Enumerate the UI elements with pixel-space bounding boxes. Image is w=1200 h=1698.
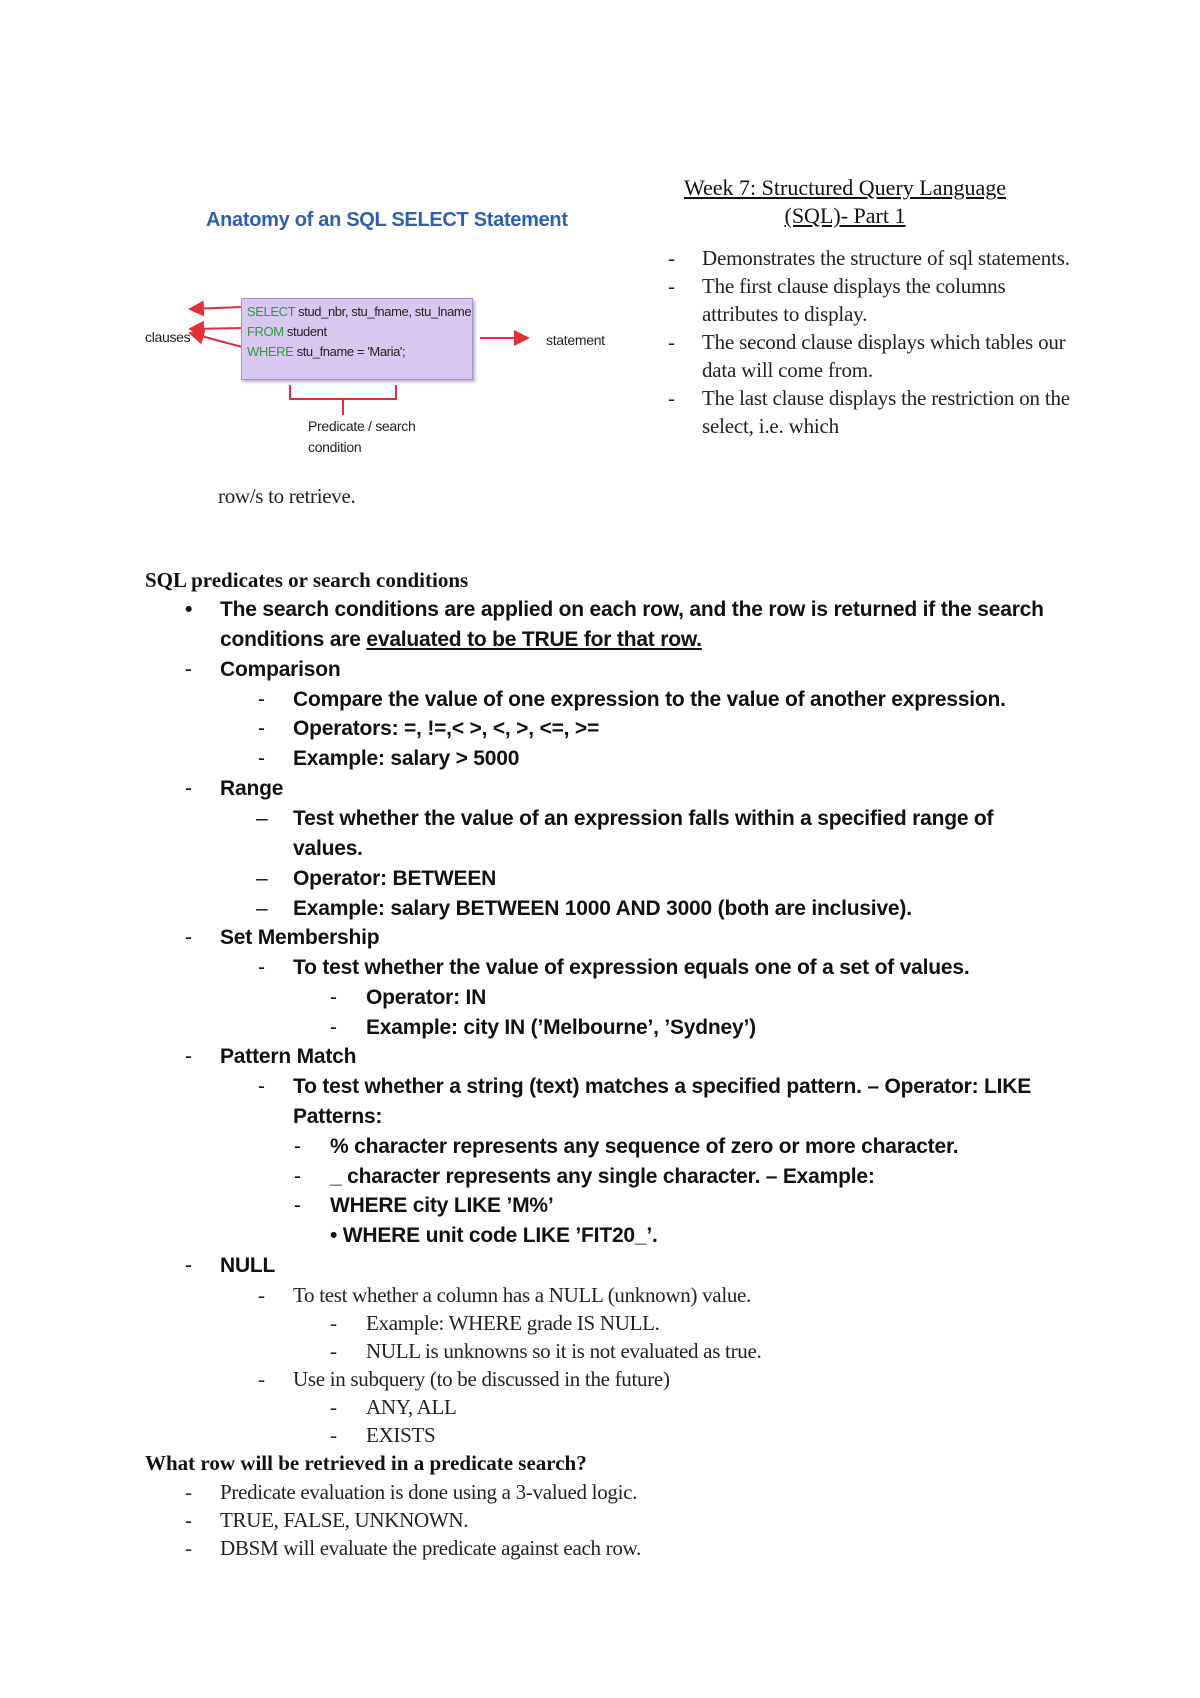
list-item: Operator: IN — [366, 986, 487, 1009]
clauses-arrow-mid — [190, 328, 242, 329]
list-item: _ character represents any single character. – Example: — [330, 1165, 875, 1188]
list-item: Example: city IN (’Melbourne’, ’Sydney’) — [366, 1016, 756, 1039]
list-item: To test whether the value of expression equals one of a set of values. — [293, 956, 970, 979]
clauses-arrow-top — [190, 307, 242, 309]
list-item-continuation: Patterns: — [293, 1105, 383, 1128]
diagram-title: Anatomy of an SQL SELECT Statement — [206, 209, 568, 231]
list-item: Predicate evaluation is done using a 3-valued logic. — [220, 1480, 638, 1504]
null-title: NULL — [220, 1254, 276, 1277]
bullet-text-line2: conditions are evaluated to be TRUE for that row. — [220, 628, 702, 651]
list-item: - The first clause displays the columns attributes to display. — [650, 272, 1080, 328]
list-item: Compare the value of one expression to the value of another expression. — [293, 688, 1006, 711]
pattern-match-title: Pattern Match — [220, 1045, 357, 1068]
list-item: Example: salary > 5000 — [293, 747, 520, 770]
label-clauses: clauses — [145, 329, 191, 345]
list-item: - The second clause displays which tables our data will come from. — [650, 328, 1080, 384]
predicates-heading: SQL predicates or search conditions — [145, 568, 469, 592]
set-membership-title: Set Membership — [220, 926, 380, 949]
code-line-select: SELECT stud_nbr, stu_fname, stu_lname — [247, 304, 472, 319]
list-item: - The last clause displays the restriction on the select, i.e. which — [650, 384, 1080, 440]
sql-anatomy-diagram — [118, 195, 605, 475]
list-item: Test whether the value of an expression falls within a specified range of — [293, 807, 994, 830]
summary-continuation: row/s to retrieve. — [218, 484, 356, 508]
list-item: EXISTS — [366, 1423, 436, 1447]
week-summary — [650, 174, 1080, 440]
list-item: - Demonstrates the structure of sql statements. — [650, 244, 1080, 272]
code-line-from: FROM student — [247, 324, 327, 339]
comparison-title: Comparison — [220, 658, 341, 681]
label-statement: statement — [546, 332, 605, 348]
list-item: • WHERE unit code LIKE ’FIT20_’. — [330, 1224, 658, 1247]
retrieval-heading: What row will be retrieved in a predicate search? — [145, 1451, 587, 1475]
list-item: % character represents any sequence of zero or more character. — [330, 1135, 959, 1158]
list-item: Example: salary BETWEEN 1000 AND 3000 (both are inclusive). — [293, 897, 912, 920]
list-item: TRUE, FALSE, UNKNOWN. — [220, 1508, 469, 1532]
bullet-text-line1: The search conditions are applied on each row, and the row is returned if the search — [220, 598, 1044, 621]
list-item: Example: WHERE grade IS NULL. — [366, 1311, 660, 1335]
range-title: Range — [220, 777, 284, 800]
sql-code-box — [241, 298, 473, 380]
list-item: Use in subquery (to be discussed in the future) — [293, 1367, 670, 1391]
list-item-continuation: values. — [293, 837, 363, 860]
list-item: Operator: BETWEEN — [293, 867, 497, 890]
list-item: ANY, ALL — [366, 1395, 457, 1419]
predicate-bracket — [290, 385, 396, 415]
list-item: NULL is unknowns so it is not evaluated as true. — [366, 1339, 762, 1363]
bullet-marker: • — [185, 598, 193, 621]
list-item: Operators: =, !=,< >, <, >, <=, >= — [293, 717, 600, 740]
code-line-where: WHERE stu_fname = 'Maria'; — [247, 344, 406, 359]
summary-list — [650, 244, 1080, 440]
list-item: To test whether a column has a NULL (unknown) value. — [293, 1283, 752, 1307]
clauses-arrow-bottom — [190, 333, 242, 347]
list-item: To test whether a string (text) matches a specified pattern. – Operator: LIKE — [293, 1075, 1032, 1098]
list-item: WHERE city LIKE ’M%’ — [330, 1194, 554, 1217]
page-title: Week 7: Structured Query Language (SQL)- Part 1 — [684, 175, 1006, 228]
list-item: DBSM will evaluate the predicate against each row. — [220, 1536, 641, 1560]
label-predicate-1: Predicate / search — [308, 418, 416, 434]
label-predicate-2: condition — [308, 439, 362, 455]
